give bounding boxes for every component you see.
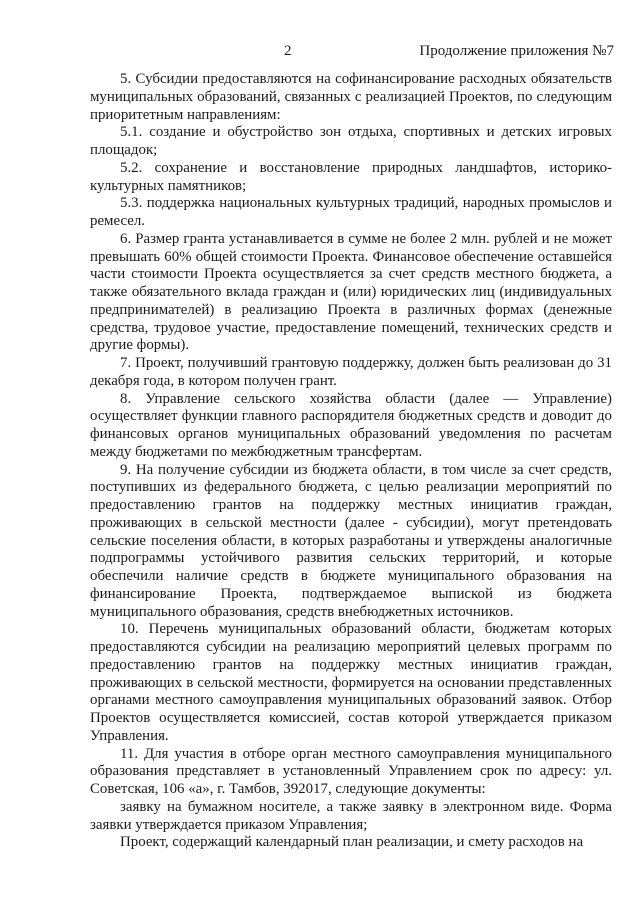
paragraph-7: 7. Проект, получивший грантовую поддержку, должен быть реализован до 31 декабря года, в котором получен грант. [90,355,612,389]
paragraph-6: 6. Размер гранта устанавливается в сумме не более 2 млн. рублей и не может превышать 60% общей стоимости Проекта. Финансовое обеспечение оставшейся части стоимости Проекта осуществляется за счет средств местного бюджета, а также обязательного вклада граждан и (или) юридических лиц (индивидуальных предпринимателей) в реализацию Проекта в различных формах (денежные средства, трудовое участие, предоставление помещений, технических средств и другие формы). [90,230,612,354]
paragraph-9: 9. На получение субсидии из бюджета области, в том числе за счет средств, поступивших из федерального бюджета, с целью реализации мероприятий по предоставлению грантов на поддержку местных инициатив граждан, проживающих в сельской местности (далее - субсидии), могут претендовать сельские поселения области, в которых разработаны и утверждены аналогичные подпрограммы устойчивого развития сельских территорий, и которые обеспечили наличие средств в бюджете муниципального образования на финансирование Проекта, подтверждаемое выпиской из бюджета муниципального образования, средств внебюджетных источников. [90,461,612,620]
paragraph-11-item-application: заявку на бумажном носителе, а также заявку в электронном виде. Форма заявки утверждается приказом Управления; [90,798,612,833]
document-body [90,71,612,852]
paragraph-11-item-project: Проект, содержащий календарный план реализации, и смету расходов на [120,834,584,851]
paragraph-5: 5. Субсидии предоставляются на софинансирование расходных обязательств муниципальных образований, связанных с реализацией Проектов, по следующим приоритетным направлениям: [90,71,612,123]
page-header [0,43,640,63]
page-number: 2 [284,43,292,59]
paragraph-8: 8. Управление сельского хозяйства области (далее — Управление) осуществляет функции главного распорядителя бюджетных средств и доводит до финансовых органов муниципальных образований уведомления по расчетам между бюджетами по межбюджетным трансфертам. [90,390,612,460]
paragraph-5-2: 5.2. сохранение и восстановление природных ландшафтов, историко-культурных памятников; [90,159,612,194]
appendix-label: Продолжение приложения №7 [419,43,614,59]
paragraph-11: 11. Для участия в отборе орган местного самоуправления муниципального образования представляет в установленный Управлением срок по адресу: ул. Советская, 106 «а», г. Тамбов, 392017, следующие документы: [90,745,612,797]
paragraph-10: 10. Перечень муниципальных образований области, бюджетам которых предоставляются субсидии на реализацию мероприятий целевых программ по предоставлению грантов на поддержку местных инициатив граждан, проживающих в сельской местности, формируется на основании представленных органами местного самоуправления муниципальных образований заявок. Отбор Проектов осуществляется комиссией, состав которой утверждается приказом Управления. [90,621,612,744]
paragraph-5-1: 5.1. создание и обустройство зон отдыха, спортивных и детских игровых площадок; [90,124,612,158]
paragraph-5-3: 5.3. поддержка национальных культурных традиций, народных промыслов и ремесел. [90,195,612,229]
